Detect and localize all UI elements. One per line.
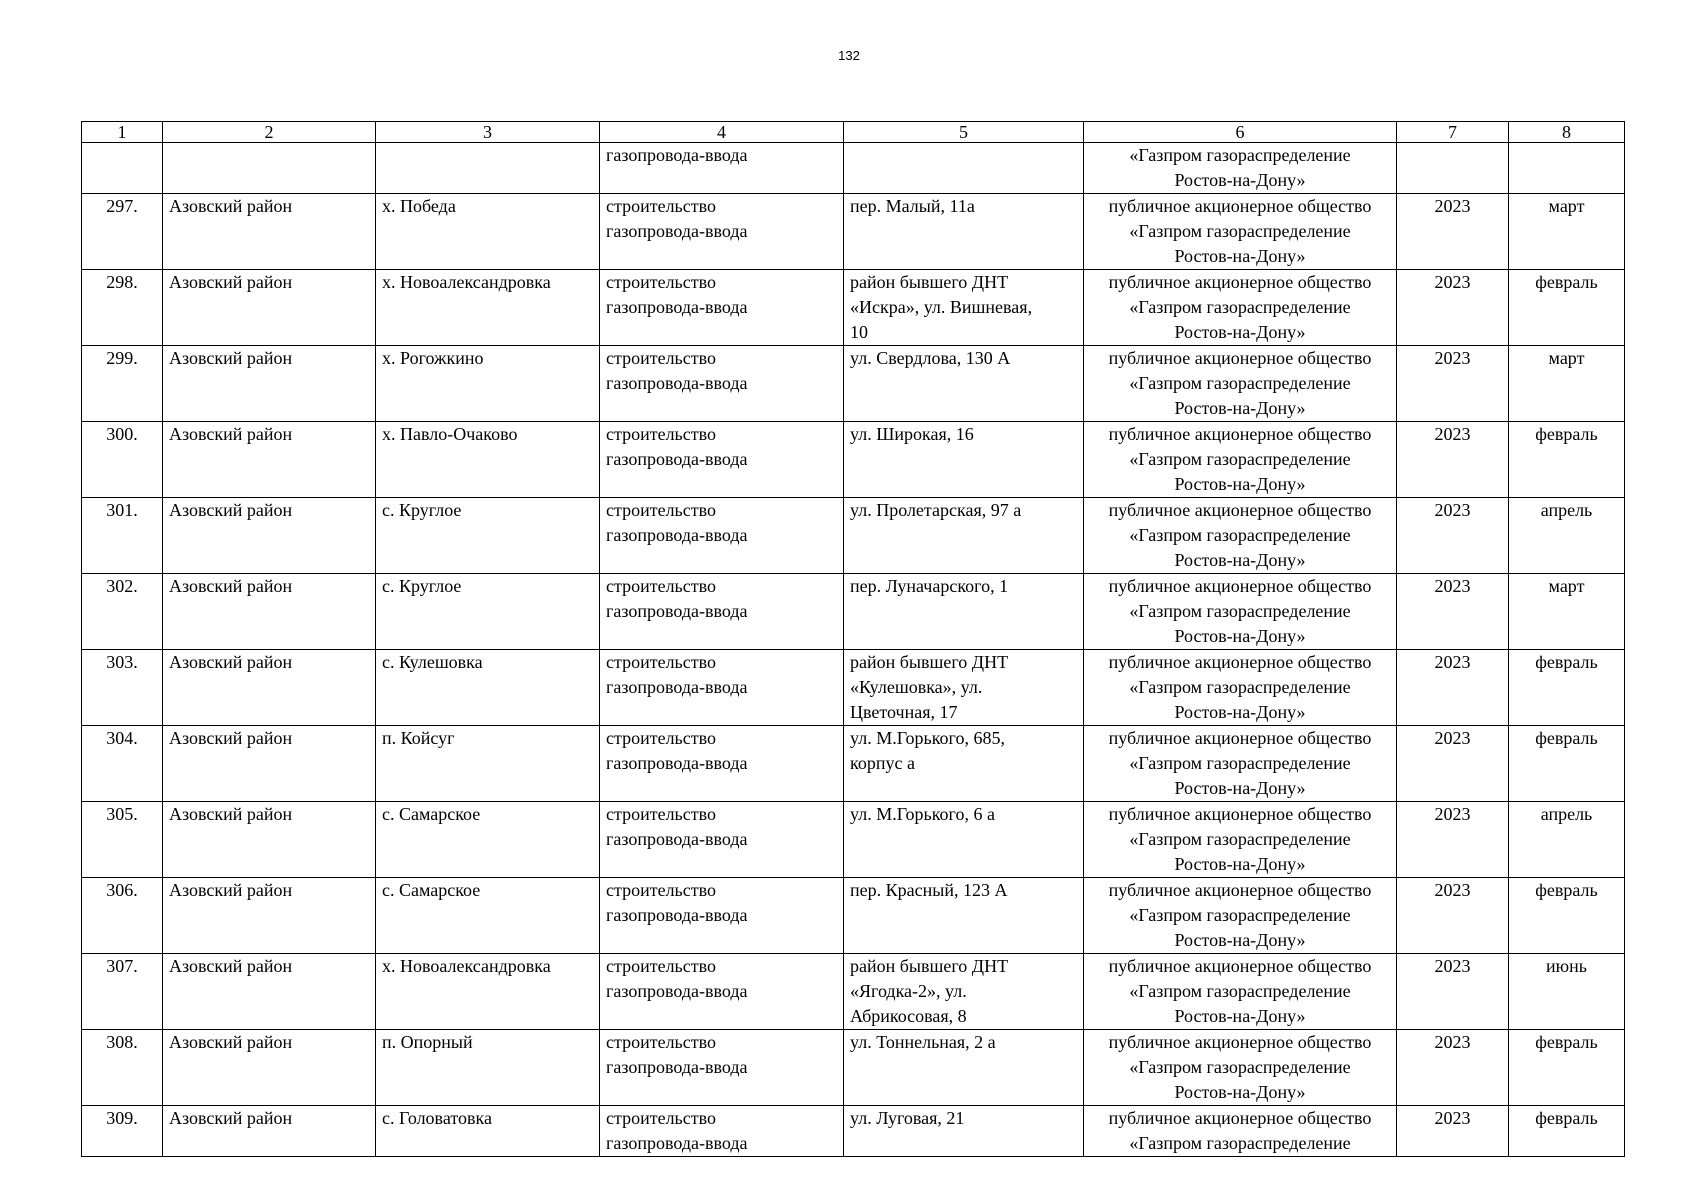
settlement-cell-text: х. Рогожкино: [382, 348, 484, 368]
district-cell: [163, 1030, 376, 1106]
settlement-cell-text: х. Победа: [382, 196, 456, 216]
address-cell: [844, 143, 1084, 194]
year-cell-text: 2023: [1434, 804, 1471, 824]
address-cell: [844, 574, 1084, 650]
month-cell: [1509, 802, 1625, 878]
work-type-cell-text: строительство газопровода-ввода: [606, 652, 748, 697]
work-type-cell: [600, 194, 844, 270]
row-number-cell-text: 305.: [106, 804, 138, 824]
work-type-cell: [600, 346, 844, 422]
year-cell-text: 2023: [1434, 652, 1471, 672]
company-cell-text: публичное акционерное общество «Газпром газораспределение Ростов-на-Дону»: [1108, 880, 1372, 950]
address-cell: [844, 954, 1084, 1030]
address-cell-text: район бывшего ДНТ «Кулешовка», ул. Цветочная, 17: [850, 652, 1009, 722]
work-type-cell-text: строительство газопровода-ввода: [606, 1108, 748, 1153]
year-cell: [1397, 194, 1509, 270]
address-cell: [844, 802, 1084, 878]
year-cell-text: 2023: [1434, 576, 1471, 596]
month-cell: [1509, 726, 1625, 802]
row-number-cell-text: 298.: [106, 272, 138, 292]
address-cell: [844, 878, 1084, 954]
month-cell-text: февраль: [1535, 1032, 1598, 1052]
settlement-cell-text: х. Новоалександровка: [382, 956, 551, 976]
address-cell-text: район бывшего ДНТ «Ягодка-2», ул. Абрикосовая, 8: [850, 956, 1009, 1026]
year-cell-text: 2023: [1434, 728, 1471, 748]
district-cell: [163, 194, 376, 270]
table-body: [82, 143, 1625, 1157]
month-cell: [1509, 574, 1625, 650]
address-cell: [844, 1030, 1084, 1106]
district-cell-text: Азовский район: [169, 196, 293, 216]
settlement-cell-text: с. Головатовка: [382, 1108, 492, 1128]
district-cell: [163, 270, 376, 346]
work-type-cell-text: строительство газопровода-ввода: [606, 500, 748, 545]
work-type-cell-text: строительство газопровода-ввода: [606, 424, 748, 469]
district-cell-text: Азовский район: [169, 728, 293, 748]
company-cell: [1084, 650, 1397, 726]
month-cell-text: апрель: [1540, 500, 1593, 520]
row-number-cell: [82, 802, 163, 878]
month-cell-text: март: [1548, 576, 1585, 596]
settlement-cell: [376, 270, 600, 346]
table-row: [82, 650, 1625, 726]
work-type-cell-text: строительство газопровода-ввода: [606, 956, 748, 1001]
district-cell: [163, 802, 376, 878]
row-number-cell: [82, 422, 163, 498]
settlement-cell: [376, 650, 600, 726]
work-type-cell-text: строительство газопровода-ввода: [606, 272, 748, 317]
address-cell: [844, 726, 1084, 802]
month-cell: [1509, 346, 1625, 422]
address-cell-text: ул. Свердлова, 130 А: [850, 348, 1011, 368]
work-type-cell-text: строительство газопровода-ввода: [606, 196, 748, 241]
month-cell: [1509, 650, 1625, 726]
address-cell: [844, 194, 1084, 270]
row-number-cell-text: 304.: [106, 728, 138, 748]
month-cell-text: март: [1548, 196, 1585, 216]
district-cell-text: Азовский район: [169, 1108, 293, 1128]
settlement-cell: [376, 1106, 600, 1157]
address-cell: [844, 1106, 1084, 1157]
company-cell-text: публичное акционерное общество «Газпром газораспределение Ростов-на-Дону»: [1108, 196, 1372, 266]
company-cell: [1084, 346, 1397, 422]
address-cell-text: ул. М.Горького, 685, корпус а: [850, 728, 1005, 773]
month-cell-text: февраль: [1535, 272, 1598, 292]
district-cell-text: Азовский район: [169, 348, 293, 368]
company-cell: [1084, 802, 1397, 878]
settlement-cell-text: п. Опорный: [382, 1032, 473, 1052]
work-type-cell: [600, 726, 844, 802]
district-cell: [163, 422, 376, 498]
header-cell: 3: [376, 122, 600, 143]
table-header: [82, 122, 1625, 143]
address-cell-text: пер. Красный, 123 А: [850, 880, 1008, 900]
year-cell: [1397, 650, 1509, 726]
work-type-cell: [600, 650, 844, 726]
district-cell: [163, 143, 376, 194]
settlement-cell-text: с. Самарское: [382, 804, 481, 824]
work-type-cell-text: газопровода-ввода: [606, 145, 748, 165]
table-row: [82, 270, 1625, 346]
district-cell-text: Азовский район: [169, 880, 293, 900]
address-cell: [844, 650, 1084, 726]
company-cell-text: публичное акционерное общество «Газпром газораспределение Ростов-на-Дону»: [1108, 652, 1372, 722]
company-cell: [1084, 726, 1397, 802]
row-number-cell-text: 300.: [106, 424, 138, 444]
address-cell: [844, 498, 1084, 574]
month-cell: [1509, 1106, 1625, 1157]
row-number-cell-text: 303.: [106, 652, 138, 672]
address-cell-text: ул. Тоннельная, 2 а: [850, 1032, 996, 1052]
year-cell-text: 2023: [1434, 1108, 1471, 1128]
settlement-cell: [376, 346, 600, 422]
company-cell-text: публичное акционерное общество «Газпром газораспределение Ростов-на-Дону»: [1108, 804, 1372, 874]
year-cell-text: 2023: [1434, 424, 1471, 444]
district-cell-text: Азовский район: [169, 424, 293, 444]
row-number-cell-text: 302.: [106, 576, 138, 596]
work-type-cell-text: строительство газопровода-ввода: [606, 728, 748, 773]
address-cell: [844, 346, 1084, 422]
district-cell-text: Азовский район: [169, 500, 293, 520]
company-cell-text: публичное акционерное общество «Газпром газораспределение Ростов-на-Дону»: [1108, 348, 1372, 418]
work-type-cell-text: строительство газопровода-ввода: [606, 1032, 748, 1077]
row-number-cell: [82, 270, 163, 346]
settlement-cell: [376, 422, 600, 498]
header-cell: 8: [1509, 122, 1625, 143]
company-cell-text: публичное акционерное общество «Газпром газораспределение Ростов-на-Дону»: [1108, 1032, 1372, 1102]
table-row: [82, 346, 1625, 422]
year-cell: [1397, 574, 1509, 650]
district-cell: [163, 1106, 376, 1157]
district-cell: [163, 878, 376, 954]
settlement-cell: [376, 498, 600, 574]
row-number-cell: [82, 574, 163, 650]
month-cell-text: февраль: [1535, 728, 1598, 748]
year-cell: [1397, 954, 1509, 1030]
work-type-cell: [600, 954, 844, 1030]
address-cell-text: ул. М.Горького, 6 а: [850, 804, 995, 824]
year-cell-text: 2023: [1434, 500, 1471, 520]
district-cell-text: Азовский район: [169, 956, 293, 976]
row-number-cell: [82, 1106, 163, 1157]
year-cell-text: 2023: [1434, 272, 1471, 292]
row-number-cell: [82, 194, 163, 270]
year-cell: [1397, 1106, 1509, 1157]
work-type-cell: [600, 574, 844, 650]
header-cell: 6: [1084, 122, 1397, 143]
month-cell: [1509, 954, 1625, 1030]
table-row: [82, 1030, 1625, 1106]
header-cell: 4: [600, 122, 844, 143]
settlement-cell-text: п. Койсуг: [382, 728, 455, 748]
row-number-cell-text: 299.: [106, 348, 138, 368]
company-cell: [1084, 498, 1397, 574]
address-cell-text: ул. Пролетарская, 97 а: [850, 500, 1022, 520]
page-number: 132: [838, 48, 860, 63]
row-number-cell: [82, 143, 163, 194]
row-number-cell-text: 309.: [106, 1108, 138, 1128]
table-row: [82, 498, 1625, 574]
settlement-cell-text: с. Самарское: [382, 880, 481, 900]
settlement-cell: [376, 143, 600, 194]
address-cell-text: ул. Луговая, 21: [850, 1108, 965, 1128]
address-cell-text: пер. Малый, 11а: [850, 196, 975, 216]
month-cell-text: февраль: [1535, 1108, 1598, 1128]
district-cell-text: Азовский район: [169, 804, 293, 824]
row-number-cell: [82, 650, 163, 726]
company-cell: [1084, 422, 1397, 498]
table-row: [82, 802, 1625, 878]
year-cell: [1397, 422, 1509, 498]
work-type-cell-text: строительство газопровода-ввода: [606, 576, 748, 621]
settlement-cell-text: х. Павло-Очаково: [382, 424, 518, 444]
company-cell-text: публичное акционерное общество «Газпром газораспределение Ростов-на-Дону»: [1108, 272, 1372, 342]
header-cell: 2: [163, 122, 376, 143]
year-cell: [1397, 346, 1509, 422]
row-number-cell-text: 308.: [106, 1032, 138, 1052]
work-type-cell: [600, 1106, 844, 1157]
month-cell-text: февраль: [1535, 424, 1598, 444]
year-cell: [1397, 143, 1509, 194]
company-cell: [1084, 270, 1397, 346]
work-type-cell: [600, 422, 844, 498]
table-row: [82, 878, 1625, 954]
table-row: [82, 726, 1625, 802]
company-cell: [1084, 878, 1397, 954]
month-cell: [1509, 270, 1625, 346]
company-cell-text: публичное акционерное общество «Газпром газораспределение Ростов-на-Дону»: [1108, 500, 1372, 570]
year-cell-text: 2023: [1434, 1032, 1471, 1052]
header-row: [82, 122, 1625, 143]
company-cell-text: «Газпром газораспределение Ростов-на-Дону»: [1129, 145, 1351, 190]
year-cell-text: 2023: [1434, 880, 1471, 900]
year-cell: [1397, 1030, 1509, 1106]
row-number-cell: [82, 878, 163, 954]
address-cell-text: район бывшего ДНТ «Искра», ул. Вишневая, 10: [850, 272, 1033, 342]
year-cell: [1397, 726, 1509, 802]
row-number-cell-text: 307.: [106, 956, 138, 976]
work-type-cell: [600, 802, 844, 878]
company-cell-text: публичное акционерное общество «Газпром газораспределение: [1108, 1108, 1372, 1153]
table-row: [82, 194, 1625, 270]
settlement-cell: [376, 802, 600, 878]
settlement-cell: [376, 574, 600, 650]
settlement-cell-text: х. Новоалександровка: [382, 272, 551, 292]
address-cell: [844, 270, 1084, 346]
row-number-cell-text: 297.: [106, 196, 138, 216]
month-cell: [1509, 143, 1625, 194]
company-cell: [1084, 954, 1397, 1030]
month-cell: [1509, 878, 1625, 954]
district-cell: [163, 574, 376, 650]
table-row: [82, 143, 1625, 194]
company-cell: [1084, 194, 1397, 270]
work-type-cell: [600, 498, 844, 574]
address-cell-text: пер. Луначарского, 1: [850, 576, 1009, 596]
work-type-cell: [600, 270, 844, 346]
settlement-cell: [376, 1030, 600, 1106]
year-cell-text: 2023: [1434, 196, 1471, 216]
year-cell: [1397, 802, 1509, 878]
month-cell: [1509, 1030, 1625, 1106]
row-number-cell: [82, 1030, 163, 1106]
district-cell: [163, 726, 376, 802]
district-cell: [163, 650, 376, 726]
settlement-cell: [376, 194, 600, 270]
company-cell-text: публичное акционерное общество «Газпром газораспределение Ростов-на-Дону»: [1108, 424, 1372, 494]
row-number-cell: [82, 346, 163, 422]
settlement-cell: [376, 726, 600, 802]
district-cell: [163, 498, 376, 574]
month-cell-text: июнь: [1546, 956, 1587, 976]
year-cell-text: 2023: [1434, 348, 1471, 368]
settlement-cell-text: с. Круглое: [382, 576, 462, 596]
work-type-cell: [600, 878, 844, 954]
row-number-cell-text: 301.: [106, 500, 138, 520]
company-cell-text: публичное акционерное общество «Газпром газораспределение Ростов-на-Дону»: [1108, 576, 1372, 646]
company-cell: [1084, 143, 1397, 194]
header-cell: 7: [1397, 122, 1509, 143]
year-cell: [1397, 270, 1509, 346]
company-cell: [1084, 1106, 1397, 1157]
work-type-cell-text: строительство газопровода-ввода: [606, 348, 748, 393]
company-cell: [1084, 1030, 1397, 1106]
settlement-cell-text: с. Круглое: [382, 500, 462, 520]
month-cell-text: февраль: [1535, 880, 1598, 900]
district-cell: [163, 346, 376, 422]
table-row: [82, 954, 1625, 1030]
settlement-cell: [376, 878, 600, 954]
month-cell: [1509, 194, 1625, 270]
row-number-cell: [82, 954, 163, 1030]
company-cell-text: публичное акционерное общество «Газпром газораспределение Ростов-на-Дону»: [1108, 956, 1372, 1026]
year-cell: [1397, 498, 1509, 574]
month-cell-text: апрель: [1540, 804, 1593, 824]
table-row: [82, 1106, 1625, 1157]
work-type-cell: [600, 143, 844, 194]
month-cell: [1509, 498, 1625, 574]
district-cell-text: Азовский район: [169, 272, 293, 292]
district-cell: [163, 954, 376, 1030]
company-cell: [1084, 574, 1397, 650]
month-cell-text: март: [1548, 348, 1585, 368]
district-cell-text: Азовский район: [169, 652, 293, 672]
work-type-cell: [600, 1030, 844, 1106]
table-row: [82, 422, 1625, 498]
company-cell-text: публичное акционерное общество «Газпром газораспределение Ростов-на-Дону»: [1108, 728, 1372, 798]
month-cell-text: февраль: [1535, 652, 1598, 672]
settlement-cell-text: с. Кулешовка: [382, 652, 483, 672]
address-cell: [844, 422, 1084, 498]
month-cell: [1509, 422, 1625, 498]
district-cell-text: Азовский район: [169, 1032, 293, 1052]
address-cell-text: ул. Широкая, 16: [850, 424, 974, 444]
work-type-cell-text: строительство газопровода-ввода: [606, 880, 748, 925]
settlement-cell: [376, 954, 600, 1030]
work-type-cell-text: строительство газопровода-ввода: [606, 804, 748, 849]
header-cell: 5: [844, 122, 1084, 143]
district-cell-text: Азовский район: [169, 576, 293, 596]
year-cell: [1397, 878, 1509, 954]
row-number-cell: [82, 498, 163, 574]
table-row: [82, 574, 1625, 650]
row-number-cell-text: 306.: [106, 880, 138, 900]
row-number-cell: [82, 726, 163, 802]
header-cell: 1: [82, 122, 163, 143]
data-table: [81, 121, 1625, 1157]
year-cell-text: 2023: [1434, 956, 1471, 976]
